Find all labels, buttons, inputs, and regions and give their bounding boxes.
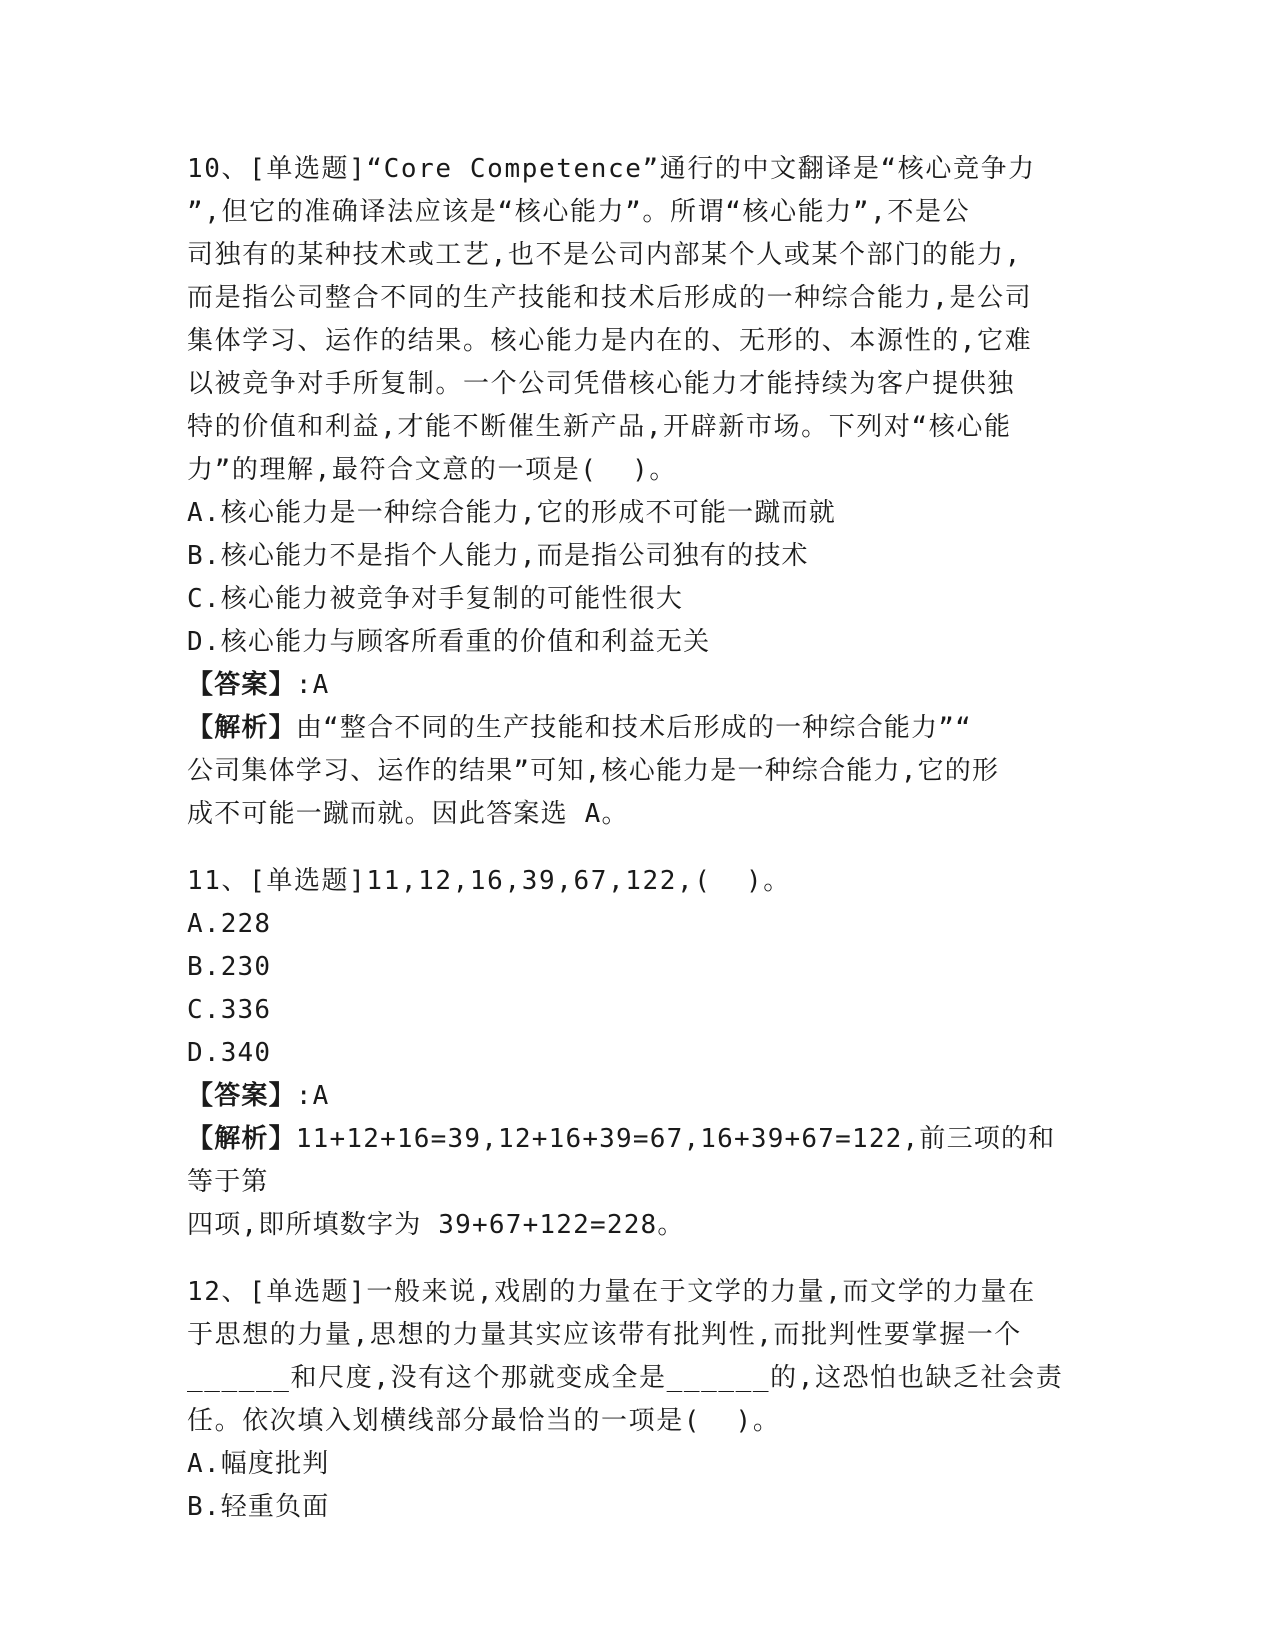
question-stem-line: 而是指公司整合不同的生产技能和技术后形成的一种综合能力,是公司 xyxy=(187,283,1033,313)
question-stem-line: 特的价值和利益,才能不断催生新产品,开辟新市场。下列对“核心能 xyxy=(187,412,1012,442)
option-b: B.轻重负面 xyxy=(187,1492,330,1522)
answer-line xyxy=(187,1075,1077,1118)
answer-line xyxy=(187,664,1077,707)
question-stem-line: ______和尺度,没有这个那就变成全是______的,这恐怕也缺乏社会责 xyxy=(187,1363,1064,1393)
analysis-text: 11+12+16=39,12+16+39=67,16+39+67=122,前三项的和等于第 xyxy=(187,1124,1056,1197)
question-10 xyxy=(187,148,1077,836)
question-stem-line: 12、[单选题]一般来说,戏剧的力量在于文学的力量,而文学的力量在 xyxy=(187,1277,1036,1307)
question-stem-line: 集体学习、运作的结果。核心能力是内在的、无形的、本源性的,它难 xyxy=(187,326,1033,356)
question-11 xyxy=(187,860,1077,1247)
option-c: C.336 xyxy=(187,995,272,1025)
answer-label: 【答案】 xyxy=(187,1081,296,1111)
analysis-line: 成不可能一蹴而就。因此答案选 A。 xyxy=(187,799,629,829)
option-d: D.340 xyxy=(187,1038,272,1068)
question-stem-line: 力”的理解,最符合文意的一项是( )。 xyxy=(187,455,677,485)
option-b: B.核心能力不是指个人能力,而是指公司独有的技术 xyxy=(187,541,809,571)
answer-value: :A xyxy=(295,1081,330,1111)
option-a: A.幅度批判 xyxy=(187,1449,330,1479)
analysis-line xyxy=(187,1118,1077,1204)
question-stem-line: 于思想的力量,思想的力量其实应该带有批判性,而批判性要掌握一个 xyxy=(187,1320,1022,1350)
option-a: A.核心能力是一种综合能力,它的形成不可能一蹴而就 xyxy=(187,498,836,528)
question-12 xyxy=(187,1271,1077,1529)
question-stem-line: 以被竞争对手所复制。一个公司凭借核心能力才能持续为客户提供独 xyxy=(187,369,1016,399)
option-a: A.228 xyxy=(187,909,272,939)
analysis-label: 【解析】 xyxy=(187,1124,296,1154)
analysis-text: 由“整合不同的生产技能和技术后形成的一种综合能力”“ xyxy=(295,713,972,743)
analysis-line: 公司集体学习、运作的结果”可知,核心能力是一种综合能力,它的形 xyxy=(187,756,1000,786)
question-stem-line: 司独有的某种技术或工艺,也不是公司内部某个人或某个部门的能力, xyxy=(187,240,1022,270)
option-d: D.核心能力与顾客所看重的价值和利益无关 xyxy=(187,627,711,657)
document-page xyxy=(187,148,1077,1553)
option-b: B.230 xyxy=(187,952,272,982)
answer-label: 【答案】 xyxy=(187,670,296,700)
option-c: C.核心能力被竞争对手复制的可能性很大 xyxy=(187,584,684,614)
answer-value: :A xyxy=(295,670,330,700)
analysis-label: 【解析】 xyxy=(187,713,296,743)
question-stem-line: 11、[单选题]11,12,16,39,67,122,( )。 xyxy=(187,866,791,896)
question-stem-line: ”,但它的准确译法应该是“核心能力”。所谓“核心能力”,不是公 xyxy=(187,197,971,227)
question-stem-line: 任。依次填入划横线部分最恰当的一项是( )。 xyxy=(187,1406,781,1436)
question-stem-line: 10、[单选题]“Core Competence”通行的中文翻译是“核心竞争力 xyxy=(187,154,1036,184)
analysis-line xyxy=(187,707,1077,750)
analysis-line: 四项,即所填数字为 39+67+122=228。 xyxy=(187,1210,685,1240)
